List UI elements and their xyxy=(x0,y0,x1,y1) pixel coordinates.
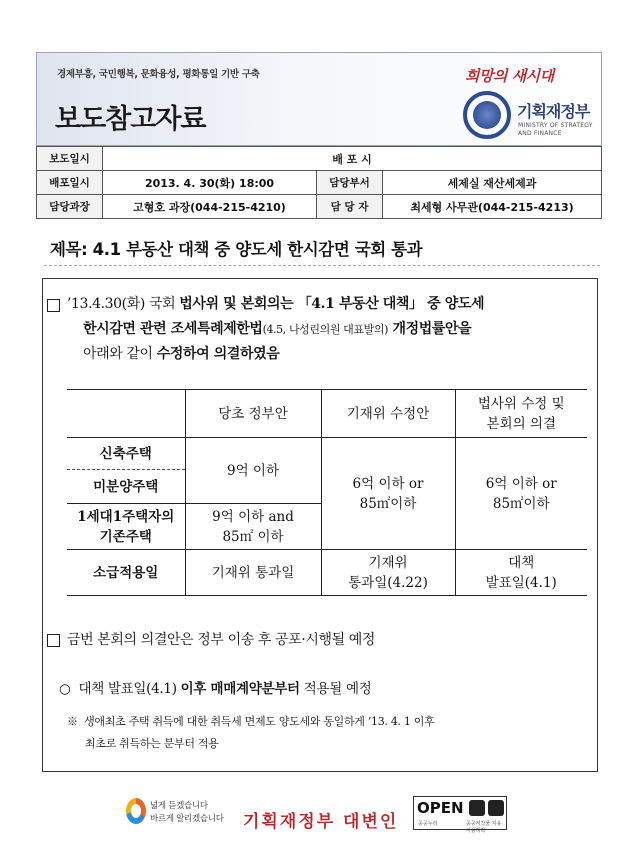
footer xyxy=(0,796,638,836)
report-date-label: 보도일시 xyxy=(37,147,103,171)
manager-label: 담당과장 xyxy=(37,195,103,219)
info-table xyxy=(36,146,602,219)
committee-retro-value: 기재위 통과일(4.22) xyxy=(321,550,455,596)
open-license-text: OPEN xyxy=(417,799,464,817)
checkbox-icon xyxy=(47,299,60,312)
checkbox-icon xyxy=(47,634,60,647)
header-final-decision: 법사위 수정 및 본회의 의결 xyxy=(455,390,587,438)
paragraph-1-line-2: 한시감면 관련 조세특례제한법(4.5, 나성린의원 대표발의) 개정법률안을 xyxy=(83,321,472,337)
spokesperson-logo-icon xyxy=(126,798,146,824)
paragraph-1-line-1: ’13.4.30(화) 국회 법사위 및 본회의는 「4.1 부동산 대책」 중 양도세 xyxy=(67,296,485,312)
header-empty-cell xyxy=(67,390,185,438)
slogan: 경제부흥, 국민행복, 문화융성, 평화통일 기반 구축 xyxy=(57,69,260,80)
ministry-name-en-2: AND FINANCE xyxy=(518,130,562,137)
final-retro-value: 대책 발표일(4.1) xyxy=(455,550,587,596)
open-license-sub: 공공누리 xyxy=(418,821,438,827)
comparison-table xyxy=(67,389,587,596)
final-value: 6억 이하 or 85㎡이하 xyxy=(455,438,587,550)
content-box xyxy=(42,278,598,772)
paragraph-1 xyxy=(67,292,593,367)
gov-existing-value: 9억 이하 and 85㎡ 이하 xyxy=(185,504,321,550)
page-title: 제목: 4.1 부동산 대책 중 양도세 한시감면 국회 통과 xyxy=(50,240,423,259)
note-line-2: 최초로 취득하는 분부터 적용 xyxy=(85,737,219,750)
footer-slogan-1: 넓게 듣겠습니다 xyxy=(150,801,208,811)
row-unsold-house: 미분양주택 xyxy=(67,470,185,504)
dept-label: 담당부서 xyxy=(317,171,383,195)
noncommercial-icon xyxy=(488,800,504,816)
header-banner xyxy=(36,52,602,146)
bullet-circle-item: ○ 대책 발표일(4.1) 이후 매매계약분부터 적용될 예정 xyxy=(59,681,372,697)
manager-value: 고형호 과장(044-215-4210) xyxy=(103,195,317,219)
note-line-1: ※ 생애최초 주택 취득에 대한 취득세 면제도 양도세와 동일하게 ’13. 4. 1 이후 xyxy=(67,715,435,728)
gov-new-unsold-value: 9억 이하 xyxy=(185,438,321,504)
ministry-name-ko: 기획재정부 xyxy=(517,102,590,121)
open-license-sub-2: 공공저작물 자유이용허락 xyxy=(466,821,502,834)
staff-value: 최세형 사무관(044-215-4213) xyxy=(383,195,602,219)
ministry-emblem-icon xyxy=(463,91,511,139)
dist-date-label: 배포일시 xyxy=(37,171,103,195)
note xyxy=(67,711,593,755)
report-date-value: 배 포 시 xyxy=(103,147,602,171)
ministry-name-en-1: MINISTRY OF STRATEGY xyxy=(518,122,593,129)
gov-retro-value: 기재위 통과일 xyxy=(185,550,321,596)
row-new-house: 신축주택 xyxy=(67,438,185,470)
staff-label: 담 당 자 xyxy=(317,195,383,219)
open-license-badge xyxy=(413,796,507,834)
row-retroactive-date: 소급적용일 xyxy=(67,550,185,596)
footer-slogan-2: 바르게 알리겠습니다 xyxy=(150,814,224,824)
paragraph-1-line-3: 아래와 같이 수정하여 의결하였음 xyxy=(83,346,280,362)
dist-date-value: 2013. 4. 30(화) 18:00 xyxy=(103,171,317,195)
row-existing-house: 1세대1주택자의 기존주택 xyxy=(67,504,185,550)
attribution-icon xyxy=(469,800,485,816)
doc-type-title: 보도참고자료 xyxy=(55,104,206,135)
title-divider xyxy=(44,265,600,266)
paragraph-2: 금번 본회의 의결안은 정부 이송 후 공포·시행될 예정 xyxy=(67,632,376,648)
hope-slogan: 희망의 새시대 xyxy=(465,67,554,85)
spokesperson-label: 기획재정부 대변인 xyxy=(243,812,399,832)
dept-value: 세제실 재산세제과 xyxy=(383,171,602,195)
header-gov-proposal: 당초 정부안 xyxy=(185,390,321,438)
committee-value: 6억 이하 or 85㎡이하 xyxy=(321,438,455,550)
header-committee-revision: 기재위 수정안 xyxy=(321,390,455,438)
